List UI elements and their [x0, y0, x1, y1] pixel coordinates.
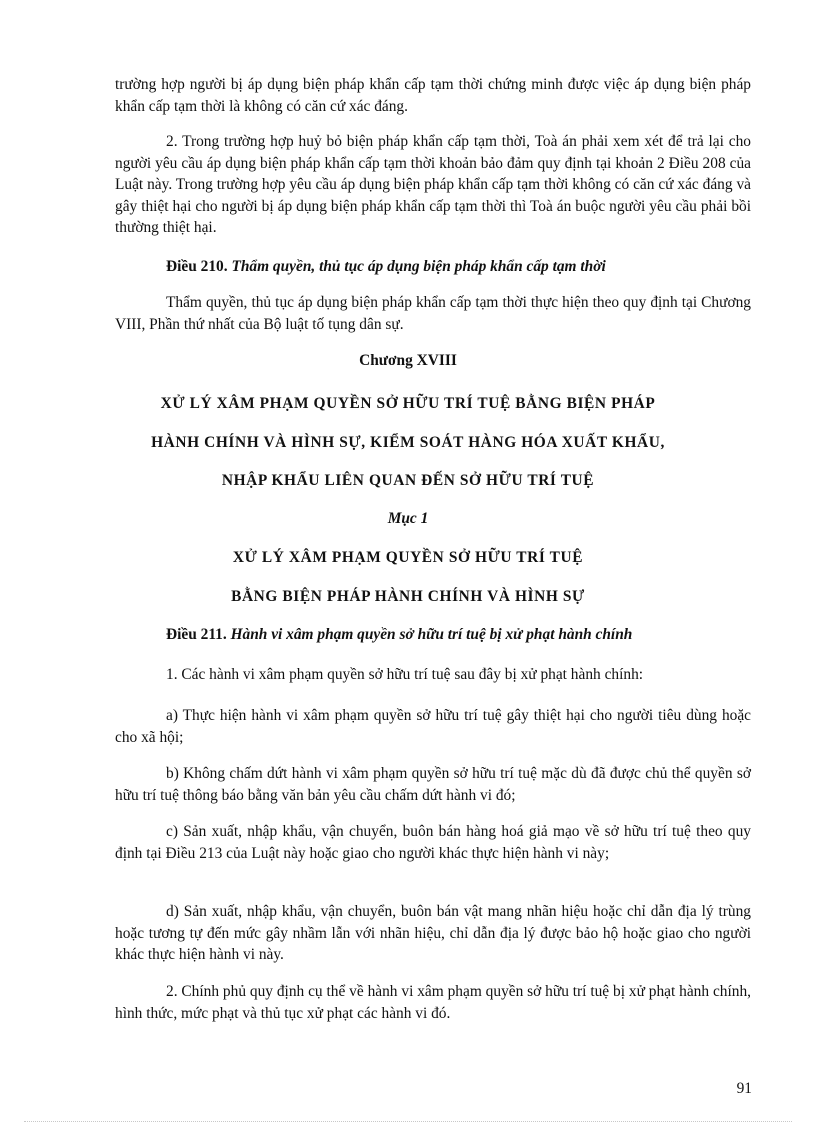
article-211-title: Hành vi xâm phạm quyền sở hữu trí tuệ bị xử phạt hành chính	[230, 626, 633, 643]
article-211-label: Điều 211.	[166, 626, 227, 643]
article-211-heading	[115, 624, 751, 646]
chapter-number: Chương XVIII	[359, 352, 457, 369]
article-210-heading	[115, 256, 751, 278]
article-210-title: Thẩm quyền, thủ tục áp dụng biện pháp khẩn cấp tạm thời	[231, 258, 606, 275]
chapter-title-line-2: HÀNH CHÍNH VÀ HÌNH SỰ, KIỂM SOÁT HÀNG HÓA XUẤT KHẨU,	[151, 434, 665, 451]
chapter-title-line-1: XỬ LÝ XÂM PHẠM QUYỀN SỞ HỮU TRÍ TUỆ BẰNG BIỆN PHÁP	[160, 395, 656, 412]
paragraph-point-d: d) Sản xuất, nhập khẩu, vận chuyển, buôn bán vật mang nhãn hiệu hoặc chỉ dẫn địa lý trùng hoặc tương tự đến mức gây nhầm lẫn với nhãn hiệu, chỉ dẫn địa lý được bảo hộ hoặc giao cho người khác thực hiện hành vi này.	[115, 903, 751, 963]
page-number: 91	[736, 1080, 752, 1097]
chapter-title-line-3: NHẬP KHẨU LIÊN QUAN ĐẾN SỞ HỮU TRÍ TUỆ	[221, 472, 595, 489]
paragraph-art211-clause-2: 2. Chính phủ quy định cụ thể về hành vi xâm phạm quyền sở hữu trí tuệ bị xử phạt hành chính, hình thức, mức phạt và thủ tục xử phạt các hành vi đó.	[115, 983, 751, 1022]
section-title-line-2: BẰNG BIỆN PHÁP HÀNH CHÍNH VÀ HÌNH SỰ	[231, 588, 585, 605]
paragraph-art211-clause-1: 1. Các hành vi xâm phạm quyền sở hữu trí tuệ sau đây bị xử phạt hành chính:	[166, 666, 644, 683]
section-number: Mục 1	[387, 510, 429, 527]
page-bottom-divider	[24, 1121, 792, 1122]
section-title-line-1: XỬ LÝ XÂM PHẠM QUYỀN SỞ HỮU TRÍ TUỆ	[232, 549, 584, 566]
paragraph-point-a: a) Thực hiện hành vi xâm phạm quyền sở hữu trí tuệ gây thiệt hại cho người tiêu dùng hoặc cho xã hội;	[115, 707, 751, 746]
article-210-label: Điều 210.	[166, 258, 228, 275]
paragraph-point-c: c) Sản xuất, nhập khẩu, vận chuyển, buôn bán hàng hoá giả mạo về sở hữu trí tuệ theo quy định tại Điều 213 của Luật này hoặc giao cho người khác thực hiện hành vi này;	[115, 823, 751, 862]
paragraph-clause-2-art209: 2. Trong trường hợp huỷ bỏ biện pháp khẩn cấp tạm thời, Toà án phải xem xét để trả lại cho người yêu cầu áp dụng biện pháp khẩn cấp tạm thời khoản bảo đảm quy định tại khoản 2 Điều 208 của Luật này. Trong trường hợp yêu cầu áp dụng biện pháp khẩn cấp tạm thời không có căn cứ xác đáng và gây thiệt hại cho người bị áp dụng biện pháp khẩn cấp tạm thời thì Toà án buộc người yêu cầu phải bồi thường thiệt hại.	[115, 133, 751, 236]
paragraph-point-b: b) Không chấm dứt hành vi xâm phạm quyền sở hữu trí tuệ mặc dù đã được chủ thể quyền sở hữu trí tuệ thông báo bằng văn bản yêu cầu chấm dứt hành vi đó;	[115, 765, 751, 804]
paragraph-art210-body: Thẩm quyền, thủ tục áp dụng biện pháp khẩn cấp tạm thời thực hiện theo quy định tại Chương VIII, Phần thứ nhất của Bộ luật tố tụng dân sự.	[115, 294, 751, 333]
paragraph-continuation: trường hợp người bị áp dụng biện pháp khẩn cấp tạm thời chứng minh được việc áp dụng biện pháp khẩn cấp tạm thời là không có căn cứ xác đáng.	[115, 76, 751, 115]
